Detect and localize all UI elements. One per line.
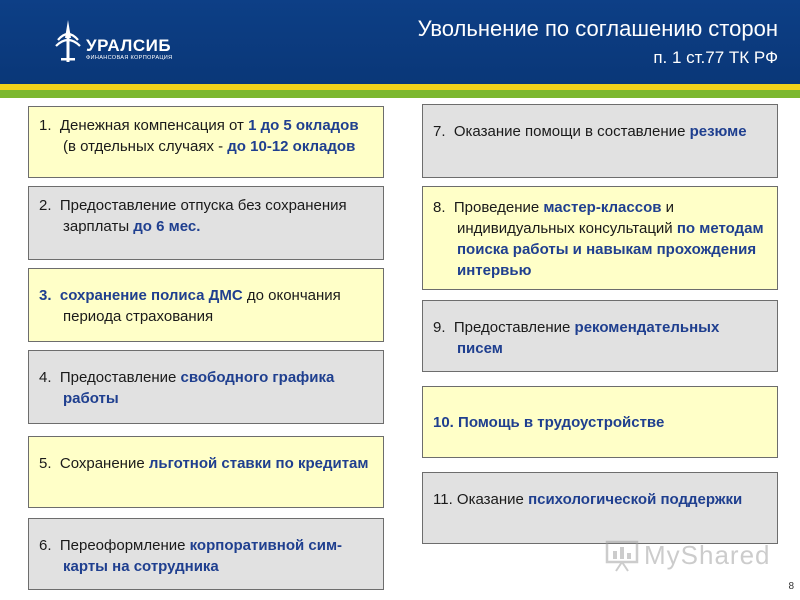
item-4-highlight: свободного графика работы [63,369,335,407]
item-7-text: Оказание помощи в составление [453,123,690,140]
item-5-number: 5. [39,455,52,472]
item-2-text: Предоставление отпуска без сохранения зарплаты [59,197,347,235]
item-5-box [28,436,384,508]
item-11-box [422,472,778,544]
item-6-box [28,518,384,590]
item-4-box [28,350,384,424]
item-1-number: 1. [39,117,52,134]
item-8-text: Проведение [453,199,544,216]
item-2-highlight: до 6 мес. [133,218,201,235]
item-1-text: Денежная компенсация от [59,117,249,134]
item-11-highlight: психологической поддержки [528,491,743,508]
item-5-text: Сохранение [59,455,149,472]
item-6-highlight: корпоративной сим-карты на сотрудника [63,537,343,575]
page-number: 8 [788,581,794,592]
item-8-box [422,186,778,290]
item-8-text-2: и индивидуальных консультаций [457,199,677,237]
item-6-text: Переоформление [59,537,190,554]
item-9-number: 9. [433,319,446,336]
item-8-highlight-2: по методам поиска работы и навыкам прохождения интервью [457,220,764,279]
item-8-number: 8. [433,199,446,216]
item-1-highlight-2: до 10-12 окладов [227,138,356,155]
brand-subtitle: ФИНАНСОВАЯ КОРПОРАЦИЯ [86,55,173,61]
item-10-box [422,386,778,458]
item-1-highlight: 1 до 5 окладов [248,117,359,134]
item-1-box [28,106,384,178]
item-4-number: 4. [39,369,52,386]
presentation-board-icon [604,538,640,572]
myshared-watermark [604,538,774,574]
watermark-text: MyShared [644,540,771,570]
item-7-number: 7. [433,123,446,140]
item-3-box [28,268,384,342]
item-9-highlight: рекомендательных писем [457,319,720,357]
item-11-number: 11. [433,491,453,508]
brand-name: УРАЛСИБ [86,36,172,55]
slide-title: Увольнение по соглашению сторон [417,16,778,41]
item-10-number: 10. [433,414,454,431]
item-3-number: 3. [39,287,52,304]
item-4-text: Предоставление [59,369,181,386]
item-8-highlight: мастер-классов [543,199,662,216]
item-2-number: 2. [39,197,52,214]
item-9-text: Предоставление [453,319,575,336]
item-5-highlight: льготной ставки по кредитам [148,455,369,472]
item-9-box [422,300,778,372]
item-7-highlight: резюме [689,123,747,140]
slide-subtitle: п. 1 ст.77 ТК РФ [653,48,778,67]
item-6-number: 6. [39,537,52,554]
item-2-box [28,186,384,260]
item-10-highlight: Помощь в трудоустройстве [458,414,665,431]
header-green-stripe [0,90,800,98]
uralsib-emblem-icon [52,18,84,64]
uralsib-logo [52,18,202,64]
item-11-text: Оказание [456,491,529,508]
item-7-box [422,104,778,178]
item-3-highlight: сохранение полиса ДМС [59,287,243,304]
item-3-text: до окончания периода страхования [63,287,341,325]
item-1-text-2: (в отдельных случаях - [63,138,228,155]
